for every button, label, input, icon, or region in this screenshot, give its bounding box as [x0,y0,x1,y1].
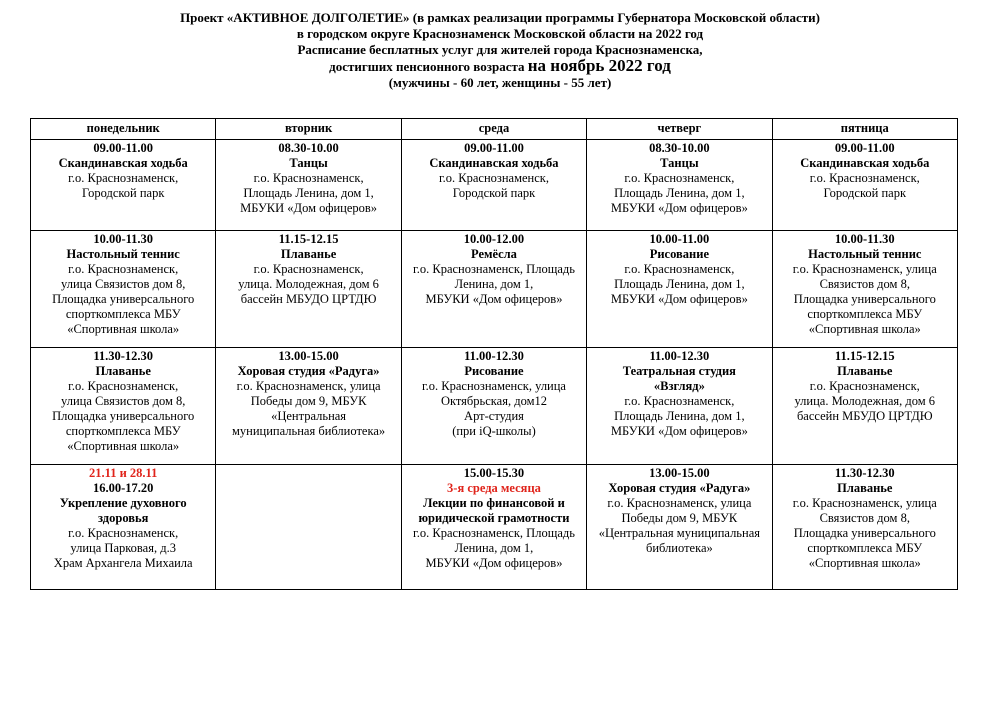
schedule-cell [31,465,216,590]
cell-address: Площадка универсального [793,526,936,540]
cell-address: МБУКИ «Дом офицеров» [240,201,378,215]
cell-address: Ленина, дом 1, [454,541,534,555]
cell-title: Театральная студия [622,364,736,378]
cell-time: 13.00-15.00 [649,466,710,480]
cell-address: «Спортивная школа» [67,322,180,336]
cell-address: Храм Архангела Михаила [53,556,193,570]
cell-title: юридической грамотности [418,511,570,525]
cell-address: г.о. Краснознаменск, [68,379,179,393]
cell-address: г.о. Краснознаменск, [68,526,179,540]
cell-address: Связистов дом 8, [819,511,910,525]
cell-address: улица. Молодежная, дом 6 [238,277,379,291]
schedule-cell [772,465,957,590]
schedule-cell [587,348,772,465]
cell-address: улица Парковая, д.3 [70,541,176,555]
cell-address: Площадь Ленина, дом 1, [243,186,374,200]
cell-address: г.о. Краснознаменск, улица [421,379,566,393]
cell-address: МБУКИ «Дом офицеров» [425,556,563,570]
cell-address: г.о. Краснознаменск, Площадь [413,262,575,276]
schedule-cell [587,465,772,590]
cell-time: 11.30-12.30 [93,349,154,363]
schedule-cell [772,140,957,231]
cell-address: Площадка универсального [793,292,936,306]
cell-title: Скандинавская ходьба [429,156,559,170]
schedule-cell [587,231,772,348]
cell-address: г.о. Краснознаменск, улица [792,262,937,276]
cell-address: г.о. Краснознаменск, улица [792,496,937,510]
cell-title: Настольный теннис [66,247,180,261]
schedule-cell [401,465,586,590]
cell-address: (при iQ-школы) [452,424,536,438]
cell-title: Укрепление духовного [59,496,187,510]
cell-address: бассейн МБУДО ЦРТДЮ [796,409,933,423]
cell-address: г.о. Краснознаменск, [809,171,920,185]
schedule-cell [587,140,772,231]
cell-address: г.о. Краснознаменск, [68,262,179,276]
table-row [31,465,958,590]
table-row [31,140,958,231]
cell-address: спорткомплекса МБУ [807,307,923,321]
cell-title: Плаванье [280,247,337,261]
schedule-cell [772,348,957,465]
cell-address: Победы дом 9, МБУК [621,511,738,525]
schedule-cell [401,348,586,465]
cell-address: г.о. Краснознаменск, улица [236,379,381,393]
cell-address: Победы дом 9, МБУК [250,394,367,408]
cell-time: 10.00-11.30 [93,232,154,246]
cell-time: 09.00-11.00 [93,141,154,155]
schedule-table [30,118,958,590]
column-header-monday: понедельник [31,119,216,140]
cell-address: Городской парк [823,186,907,200]
header-line-4-text: достигших пенсионного возраста [329,59,528,74]
cell-address: улица Связистов дом 8, [61,277,186,291]
cell-dates: 21.11 и 28.11 [89,466,158,480]
cell-address: спорткомплекса МБУ [65,307,181,321]
cell-title: Плаванье [837,364,893,378]
cell-title: Рисование [464,364,524,378]
cell-address: Площадь Ленина, дом 1, [614,277,745,291]
table-header-row [31,119,958,140]
cell-time: 10.00-12.00 [463,232,525,246]
cell-address: г.о. Краснознаменск, Площадь [413,526,575,540]
cell-address: г.о. Краснознаменск, [68,171,179,185]
cell-title: здоровья [98,511,149,525]
cell-address: «Спортивная школа» [808,322,921,336]
cell-time: 11.15-12.15 [278,232,339,246]
cell-title: Скандинавская ходьба [800,156,930,170]
column-header-wednesday: среда [401,119,586,140]
column-header-thursday: четверг [587,119,772,140]
schedule-cell [31,231,216,348]
cell-address: г.о. Краснознаменск, [809,379,920,393]
cell-address: Площадь Ленина, дом 1, [614,186,745,200]
cell-address: г.о. Краснознаменск, [624,262,735,276]
cell-title: «Взгляд» [653,379,705,393]
cell-address: Городской парк [81,186,165,200]
schedule-cell [216,348,401,465]
cell-address: Площадь Ленина, дом 1, [614,409,745,423]
schedule-cell [772,231,957,348]
table-row [31,348,958,465]
cell-title: Настольный теннис [808,247,922,261]
cell-address: МБУКИ «Дом офицеров» [610,201,748,215]
cell-address: Ленина, дом 1, [454,277,534,291]
cell-time: 11.00-12.30 [464,349,524,363]
schedule-cell [31,348,216,465]
header-line-5: (мужчины - 60 лет, женщины - 55 лет) [388,75,612,90]
cell-title: Лекции по финансовой и [423,496,565,510]
schedule-cell [216,231,401,348]
cell-address: «Центральная [271,409,347,423]
header-line-1: Проект «АКТИВНОЕ ДОЛГОЛЕТИЕ» (в рамках реализации программы Губернатора Московской области) [180,10,820,25]
header-line-2: в городском округе Краснознаменск Московской области на 2022 год [296,26,704,41]
cell-address: спорткомплекса МБУ [807,541,923,555]
cell-title: Хоровая студия «Радуга» [237,364,380,378]
cell-address: спорткомплекса МБУ [65,424,181,438]
cell-address: МБУКИ «Дом офицеров» [610,424,748,438]
cell-title: Хоровая студия «Радуга» [608,481,751,495]
cell-time: 11.00-12.30 [649,349,710,363]
cell-time: 16.00-17.20 [92,481,154,495]
cell-address: Октябрьская, дом12 [440,394,547,408]
cell-address: г.о. Краснознаменск, [253,262,364,276]
column-header-tuesday: вторник [216,119,401,140]
cell-address: г.о. Краснознаменск, улица [607,496,752,510]
cell-address: МБУКИ «Дом офицеров» [425,292,563,306]
cell-note: 3-я среда месяца [447,481,541,495]
cell-time: 11.15-12.15 [834,349,895,363]
schedule-cell [31,140,216,231]
cell-time: 09.00-11.00 [834,141,895,155]
column-header-friday: пятница [772,119,957,140]
cell-address: улица Связистов дом 8, [61,394,186,408]
schedule-cell [216,140,401,231]
cell-address: «Спортивная школа» [808,556,921,570]
cell-title: Ремёсла [471,247,517,261]
cell-title: Плаванье [95,364,151,378]
cell-title: Плаванье [837,481,893,495]
cell-time: 10.00-11.30 [834,232,895,246]
cell-address: муниципальная библиотека» [232,424,386,438]
cell-address: Арт-студия [464,409,524,423]
cell-address: Площадка универсального [52,409,195,423]
cell-time: 10.00-11.00 [649,232,710,246]
table-row [31,231,958,348]
cell-title: Скандинавская ходьба [58,156,188,170]
cell-address: МБУКИ «Дом офицеров» [610,292,748,306]
cell-title: Рисование [649,247,709,261]
schedule-cell [401,231,586,348]
cell-time: 08.30-10.00 [278,141,339,155]
cell-address: Площадка универсального [52,292,195,306]
header-month: на ноябрь 2022 год [527,56,671,75]
cell-title: Танцы [660,156,699,170]
cell-address: улица. Молодежная, дом 6 [794,394,936,408]
document-header [0,10,1000,91]
cell-address: Городской парк [452,186,536,200]
header-line-3: Расписание бесплатных услуг для жителей города Краснознаменска, [297,42,703,57]
cell-title: Танцы [289,156,328,170]
cell-address: бассейн МБУДО ЦРТДЮ [240,292,377,306]
cell-time: 13.00-15.00 [278,349,339,363]
cell-time: 09.00-11.00 [464,141,524,155]
cell-address: г.о. Краснознаменск, [624,394,735,408]
cell-address: г.о. Краснознаменск, [624,171,735,185]
header-line-4 [0,58,1000,75]
cell-address: библиотека» [645,541,713,555]
cell-time: 15.00-15.30 [463,466,525,480]
cell-address: «Спортивная школа» [67,439,180,453]
cell-time: 11.30-12.30 [834,466,895,480]
schedule-cell-empty [216,465,401,590]
cell-time: 08.30-10.00 [649,141,710,155]
cell-address: «Центральная муниципальная [598,526,760,540]
cell-address: г.о. Краснознаменск, [438,171,549,185]
schedule-cell [401,140,586,231]
cell-address: г.о. Краснознаменск, [253,171,364,185]
cell-address: Связистов дом 8, [819,277,910,291]
